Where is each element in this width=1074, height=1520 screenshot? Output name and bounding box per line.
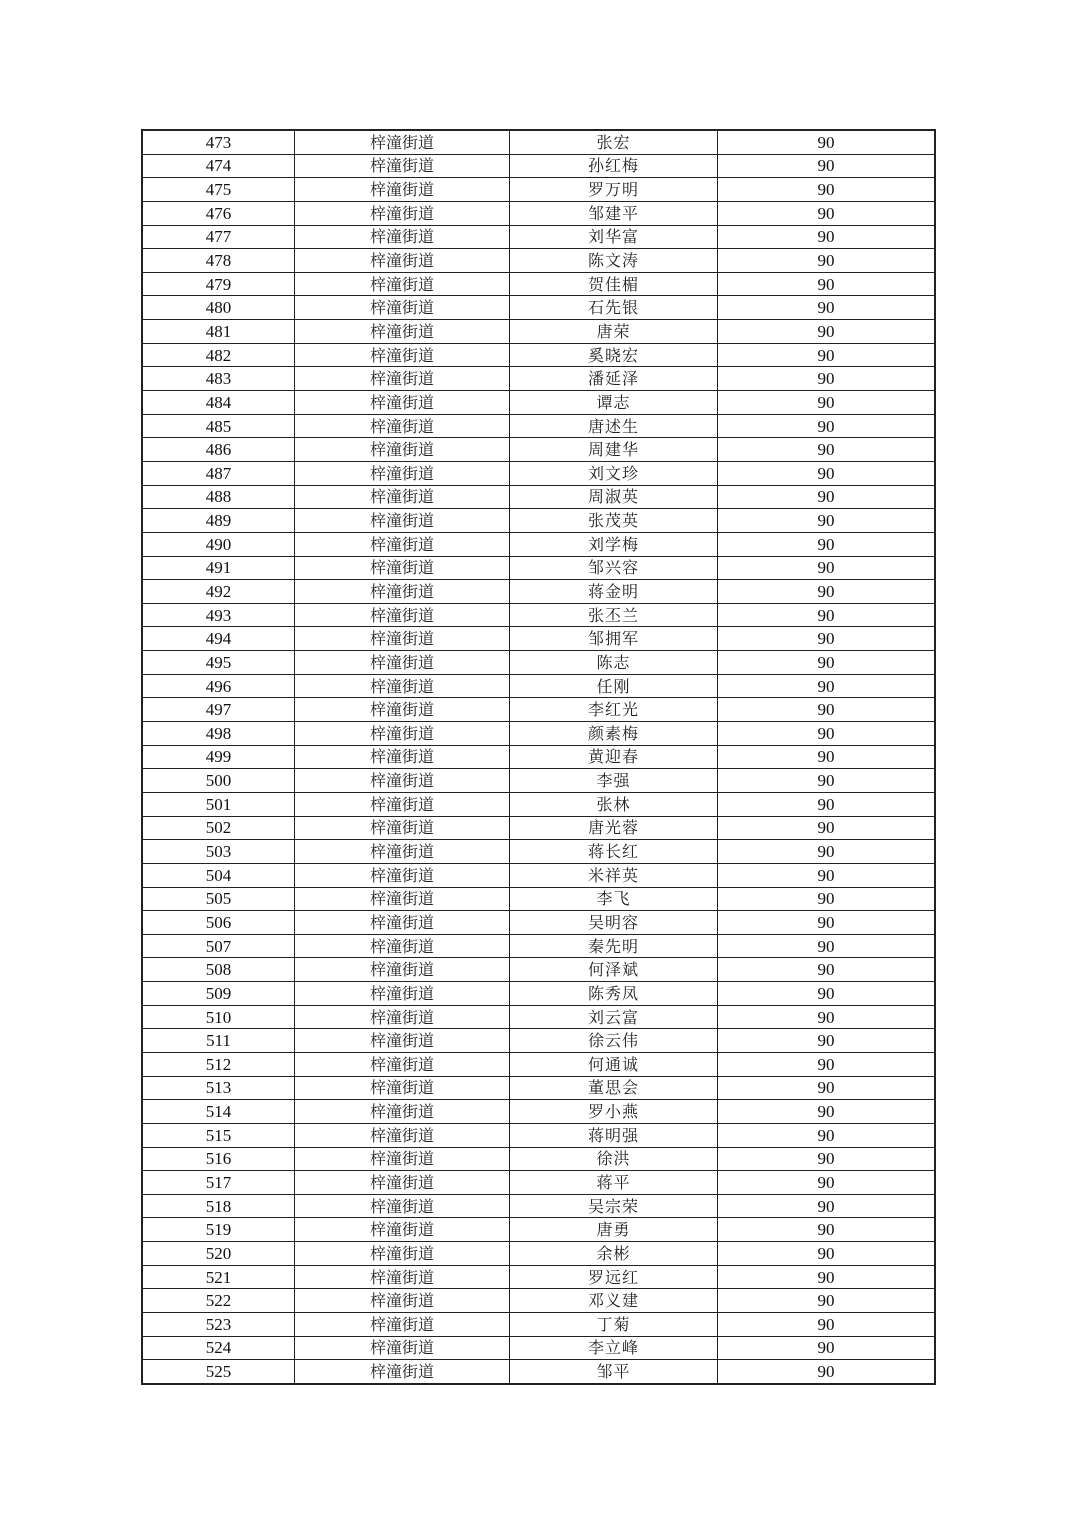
amount-cell: 90 — [718, 1313, 936, 1337]
table-row — [142, 745, 935, 769]
row-number-cell: 508 — [142, 958, 295, 982]
person-name-cell: 颜素梅 — [510, 722, 718, 746]
table-row — [142, 509, 935, 533]
table-row — [142, 698, 935, 722]
row-number-cell: 522 — [142, 1289, 295, 1313]
street-cell: 梓潼街道 — [295, 225, 510, 249]
row-number-cell: 483 — [142, 367, 295, 391]
table-row — [142, 982, 935, 1006]
table-row — [142, 249, 935, 273]
row-number-cell: 482 — [142, 343, 295, 367]
street-cell: 梓潼街道 — [295, 249, 510, 273]
table-row — [142, 958, 935, 982]
street-cell: 梓潼街道 — [295, 509, 510, 533]
street-cell: 梓潼街道 — [295, 840, 510, 864]
person-name-cell: 罗远红 — [510, 1265, 718, 1289]
amount-cell: 90 — [718, 603, 936, 627]
table-row — [142, 1218, 935, 1242]
person-name-cell: 米祥英 — [510, 863, 718, 887]
table-row — [142, 1265, 935, 1289]
person-name-cell: 谭志 — [510, 391, 718, 415]
amount-cell: 90 — [718, 1289, 936, 1313]
table-row — [142, 1029, 935, 1053]
row-number-cell: 493 — [142, 603, 295, 627]
row-number-cell: 507 — [142, 934, 295, 958]
street-cell: 梓潼街道 — [295, 296, 510, 320]
row-number-cell: 525 — [142, 1360, 295, 1384]
row-number-cell: 509 — [142, 982, 295, 1006]
street-cell: 梓潼街道 — [295, 603, 510, 627]
row-number-cell: 494 — [142, 627, 295, 651]
table-row — [142, 1289, 935, 1313]
row-number-cell: 515 — [142, 1123, 295, 1147]
row-number-cell: 496 — [142, 674, 295, 698]
table-row — [142, 272, 935, 296]
person-name-cell: 孙红梅 — [510, 154, 718, 178]
person-name-cell: 邹建平 — [510, 201, 718, 225]
table-row — [142, 1242, 935, 1266]
row-number-cell: 477 — [142, 225, 295, 249]
person-name-cell: 周建华 — [510, 438, 718, 462]
street-cell: 梓潼街道 — [295, 1360, 510, 1384]
person-name-cell: 吴宗荣 — [510, 1194, 718, 1218]
person-name-cell: 黄迎春 — [510, 745, 718, 769]
table-row — [142, 414, 935, 438]
person-name-cell: 李飞 — [510, 887, 718, 911]
amount-cell: 90 — [718, 1171, 936, 1195]
row-number-cell: 488 — [142, 485, 295, 509]
amount-cell: 90 — [718, 367, 936, 391]
person-name-cell: 李立峰 — [510, 1336, 718, 1360]
street-cell: 梓潼街道 — [295, 1123, 510, 1147]
row-number-cell: 516 — [142, 1147, 295, 1171]
amount-cell: 90 — [718, 296, 936, 320]
street-cell: 梓潼街道 — [295, 1336, 510, 1360]
amount-cell: 90 — [718, 816, 936, 840]
person-name-cell: 潘延泽 — [510, 367, 718, 391]
row-number-cell: 521 — [142, 1265, 295, 1289]
table-row — [142, 1123, 935, 1147]
amount-cell: 90 — [718, 1029, 936, 1053]
table-row — [142, 1052, 935, 1076]
street-cell: 梓潼街道 — [295, 414, 510, 438]
amount-cell: 90 — [718, 391, 936, 415]
amount-cell: 90 — [718, 1052, 936, 1076]
amount-cell: 90 — [718, 1123, 936, 1147]
street-cell: 梓潼街道 — [295, 343, 510, 367]
amount-cell: 90 — [718, 1360, 936, 1384]
person-name-cell: 唐光蓉 — [510, 816, 718, 840]
row-number-cell: 510 — [142, 1005, 295, 1029]
table-row — [142, 296, 935, 320]
amount-cell: 90 — [718, 674, 936, 698]
row-number-cell: 506 — [142, 911, 295, 935]
street-cell: 梓潼街道 — [295, 958, 510, 982]
table-row — [142, 154, 935, 178]
amount-cell: 90 — [718, 1076, 936, 1100]
amount-cell: 90 — [718, 130, 936, 154]
amount-cell: 90 — [718, 958, 936, 982]
person-name-cell: 陈秀凤 — [510, 982, 718, 1006]
person-name-cell: 邹平 — [510, 1360, 718, 1384]
street-cell: 梓潼街道 — [295, 320, 510, 344]
amount-cell: 90 — [718, 887, 936, 911]
amount-cell: 90 — [718, 154, 936, 178]
amount-cell: 90 — [718, 1265, 936, 1289]
person-name-cell: 何通诚 — [510, 1052, 718, 1076]
person-name-cell: 陈志 — [510, 651, 718, 675]
amount-cell: 90 — [718, 178, 936, 202]
street-cell: 梓潼街道 — [295, 438, 510, 462]
amount-cell: 90 — [718, 911, 936, 935]
amount-cell: 90 — [718, 627, 936, 651]
amount-cell: 90 — [718, 1100, 936, 1124]
street-cell: 梓潼街道 — [295, 1265, 510, 1289]
street-cell: 梓潼街道 — [295, 792, 510, 816]
table-row — [142, 391, 935, 415]
person-name-cell: 张茂英 — [510, 509, 718, 533]
row-number-cell: 523 — [142, 1313, 295, 1337]
row-number-cell: 512 — [142, 1052, 295, 1076]
person-name-cell: 秦先明 — [510, 934, 718, 958]
amount-cell: 90 — [718, 532, 936, 556]
person-name-cell: 奚晓宏 — [510, 343, 718, 367]
table-row — [142, 1313, 935, 1337]
row-number-cell: 495 — [142, 651, 295, 675]
table-row — [142, 130, 935, 154]
street-cell: 梓潼街道 — [295, 556, 510, 580]
row-number-cell: 500 — [142, 769, 295, 793]
amount-cell: 90 — [718, 840, 936, 864]
table-row — [142, 887, 935, 911]
person-name-cell: 张林 — [510, 792, 718, 816]
table-row — [142, 863, 935, 887]
street-cell: 梓潼街道 — [295, 1100, 510, 1124]
person-name-cell: 唐勇 — [510, 1218, 718, 1242]
row-number-cell: 498 — [142, 722, 295, 746]
table-row — [142, 792, 935, 816]
table-row — [142, 1005, 935, 1029]
street-cell: 梓潼街道 — [295, 1194, 510, 1218]
person-name-cell: 丁菊 — [510, 1313, 718, 1337]
row-number-cell: 486 — [142, 438, 295, 462]
amount-cell: 90 — [718, 698, 936, 722]
row-number-cell: 479 — [142, 272, 295, 296]
table-row — [142, 556, 935, 580]
amount-cell: 90 — [718, 225, 936, 249]
person-name-cell: 任刚 — [510, 674, 718, 698]
row-number-cell: 485 — [142, 414, 295, 438]
person-name-cell: 徐洪 — [510, 1147, 718, 1171]
amount-cell: 90 — [718, 414, 936, 438]
table-row — [142, 816, 935, 840]
row-number-cell: 501 — [142, 792, 295, 816]
street-cell: 梓潼街道 — [295, 485, 510, 509]
amount-cell: 90 — [718, 1218, 936, 1242]
person-name-cell: 石先银 — [510, 296, 718, 320]
row-number-cell: 513 — [142, 1076, 295, 1100]
street-cell: 梓潼街道 — [295, 863, 510, 887]
person-name-cell: 唐荣 — [510, 320, 718, 344]
person-name-cell: 何泽斌 — [510, 958, 718, 982]
table-row — [142, 1360, 935, 1384]
amount-cell: 90 — [718, 1005, 936, 1029]
row-number-cell: 475 — [142, 178, 295, 202]
table-row — [142, 580, 935, 604]
amount-cell: 90 — [718, 982, 936, 1006]
street-cell: 梓潼街道 — [295, 1029, 510, 1053]
person-name-cell: 蒋平 — [510, 1171, 718, 1195]
amount-cell: 90 — [718, 343, 936, 367]
person-name-cell: 陈文涛 — [510, 249, 718, 273]
amount-cell: 90 — [718, 769, 936, 793]
table-row — [142, 1100, 935, 1124]
row-number-cell: 502 — [142, 816, 295, 840]
table-row — [142, 225, 935, 249]
amount-cell: 90 — [718, 556, 936, 580]
amount-cell: 90 — [718, 722, 936, 746]
street-cell: 梓潼街道 — [295, 1171, 510, 1195]
row-number-cell: 517 — [142, 1171, 295, 1195]
street-cell: 梓潼街道 — [295, 911, 510, 935]
street-cell: 梓潼街道 — [295, 934, 510, 958]
row-number-cell: 473 — [142, 130, 295, 154]
amount-cell: 90 — [718, 1242, 936, 1266]
street-cell: 梓潼街道 — [295, 982, 510, 1006]
amount-cell: 90 — [718, 272, 936, 296]
person-name-cell: 唐述生 — [510, 414, 718, 438]
street-cell: 梓潼街道 — [295, 698, 510, 722]
row-number-cell: 476 — [142, 201, 295, 225]
person-name-cell: 贺佳楣 — [510, 272, 718, 296]
table-row — [142, 911, 935, 935]
person-name-cell: 吴明容 — [510, 911, 718, 935]
person-name-cell: 刘云富 — [510, 1005, 718, 1029]
row-number-cell: 503 — [142, 840, 295, 864]
row-number-cell: 487 — [142, 461, 295, 485]
row-number-cell: 499 — [142, 745, 295, 769]
row-number-cell: 492 — [142, 580, 295, 604]
table-row — [142, 343, 935, 367]
amount-cell: 90 — [718, 863, 936, 887]
amount-cell: 90 — [718, 485, 936, 509]
person-name-cell: 董思会 — [510, 1076, 718, 1100]
person-name-cell: 邓义建 — [510, 1289, 718, 1313]
street-cell: 梓潼街道 — [295, 1005, 510, 1029]
person-name-cell: 蒋金明 — [510, 580, 718, 604]
amount-cell: 90 — [718, 1336, 936, 1360]
person-name-cell: 刘学梅 — [510, 532, 718, 556]
table-row — [142, 934, 935, 958]
street-cell: 梓潼街道 — [295, 745, 510, 769]
person-name-cell: 李红光 — [510, 698, 718, 722]
amount-cell: 90 — [718, 792, 936, 816]
person-name-cell: 罗小燕 — [510, 1100, 718, 1124]
table-row — [142, 674, 935, 698]
row-number-cell: 505 — [142, 887, 295, 911]
table-row — [142, 603, 935, 627]
street-cell: 梓潼街道 — [295, 461, 510, 485]
amount-cell: 90 — [718, 934, 936, 958]
row-number-cell: 480 — [142, 296, 295, 320]
table-row — [142, 438, 935, 462]
table-row — [142, 1194, 935, 1218]
person-name-cell: 罗万明 — [510, 178, 718, 202]
street-cell: 梓潼街道 — [295, 178, 510, 202]
table-row — [142, 178, 935, 202]
street-cell: 梓潼街道 — [295, 391, 510, 415]
street-cell: 梓潼街道 — [295, 1242, 510, 1266]
row-number-cell: 478 — [142, 249, 295, 273]
roster-table — [141, 129, 936, 1385]
street-cell: 梓潼街道 — [295, 674, 510, 698]
table-row — [142, 722, 935, 746]
amount-cell: 90 — [718, 1194, 936, 1218]
street-cell: 梓潼街道 — [295, 201, 510, 225]
amount-cell: 90 — [718, 438, 936, 462]
table-row — [142, 840, 935, 864]
row-number-cell: 518 — [142, 1194, 295, 1218]
amount-cell: 90 — [718, 320, 936, 344]
row-number-cell: 520 — [142, 1242, 295, 1266]
roster-table-body — [142, 130, 935, 1384]
amount-cell: 90 — [718, 580, 936, 604]
table-row — [142, 627, 935, 651]
amount-cell: 90 — [718, 651, 936, 675]
street-cell: 梓潼街道 — [295, 769, 510, 793]
row-number-cell: 490 — [142, 532, 295, 556]
row-number-cell: 474 — [142, 154, 295, 178]
row-number-cell: 524 — [142, 1336, 295, 1360]
table-row — [142, 651, 935, 675]
person-name-cell: 邹拥军 — [510, 627, 718, 651]
street-cell: 梓潼街道 — [295, 1147, 510, 1171]
row-number-cell: 511 — [142, 1029, 295, 1053]
row-number-cell: 481 — [142, 320, 295, 344]
street-cell: 梓潼街道 — [295, 1076, 510, 1100]
table-row — [142, 1147, 935, 1171]
street-cell: 梓潼街道 — [295, 580, 510, 604]
street-cell: 梓潼街道 — [295, 1052, 510, 1076]
row-number-cell: 497 — [142, 698, 295, 722]
amount-cell: 90 — [718, 461, 936, 485]
row-number-cell: 489 — [142, 509, 295, 533]
amount-cell: 90 — [718, 249, 936, 273]
street-cell: 梓潼街道 — [295, 1218, 510, 1242]
street-cell: 梓潼街道 — [295, 1289, 510, 1313]
person-name-cell: 周淑英 — [510, 485, 718, 509]
table-row — [142, 1336, 935, 1360]
person-name-cell: 余彬 — [510, 1242, 718, 1266]
street-cell: 梓潼街道 — [295, 816, 510, 840]
table-row — [142, 367, 935, 391]
row-number-cell: 484 — [142, 391, 295, 415]
amount-cell: 90 — [718, 1147, 936, 1171]
street-cell: 梓潼街道 — [295, 887, 510, 911]
person-name-cell: 李强 — [510, 769, 718, 793]
table-row — [142, 320, 935, 344]
person-name-cell: 蒋长红 — [510, 840, 718, 864]
table-row — [142, 1171, 935, 1195]
person-name-cell: 张丕兰 — [510, 603, 718, 627]
table-row — [142, 532, 935, 556]
row-number-cell: 504 — [142, 863, 295, 887]
amount-cell: 90 — [718, 745, 936, 769]
street-cell: 梓潼街道 — [295, 130, 510, 154]
street-cell: 梓潼街道 — [295, 272, 510, 296]
row-number-cell: 514 — [142, 1100, 295, 1124]
row-number-cell: 491 — [142, 556, 295, 580]
table-row — [142, 1076, 935, 1100]
person-name-cell: 徐云伟 — [510, 1029, 718, 1053]
person-name-cell: 刘华富 — [510, 225, 718, 249]
street-cell: 梓潼街道 — [295, 532, 510, 556]
street-cell: 梓潼街道 — [295, 367, 510, 391]
street-cell: 梓潼街道 — [295, 1313, 510, 1337]
person-name-cell: 张宏 — [510, 130, 718, 154]
amount-cell: 90 — [718, 509, 936, 533]
street-cell: 梓潼街道 — [295, 722, 510, 746]
table-row — [142, 461, 935, 485]
table-row — [142, 485, 935, 509]
table-row — [142, 201, 935, 225]
row-number-cell: 519 — [142, 1218, 295, 1242]
street-cell: 梓潼街道 — [295, 651, 510, 675]
table-row — [142, 769, 935, 793]
person-name-cell: 蒋明强 — [510, 1123, 718, 1147]
person-name-cell: 邹兴容 — [510, 556, 718, 580]
street-cell: 梓潼街道 — [295, 627, 510, 651]
amount-cell: 90 — [718, 201, 936, 225]
street-cell: 梓潼街道 — [295, 154, 510, 178]
person-name-cell: 刘文珍 — [510, 461, 718, 485]
